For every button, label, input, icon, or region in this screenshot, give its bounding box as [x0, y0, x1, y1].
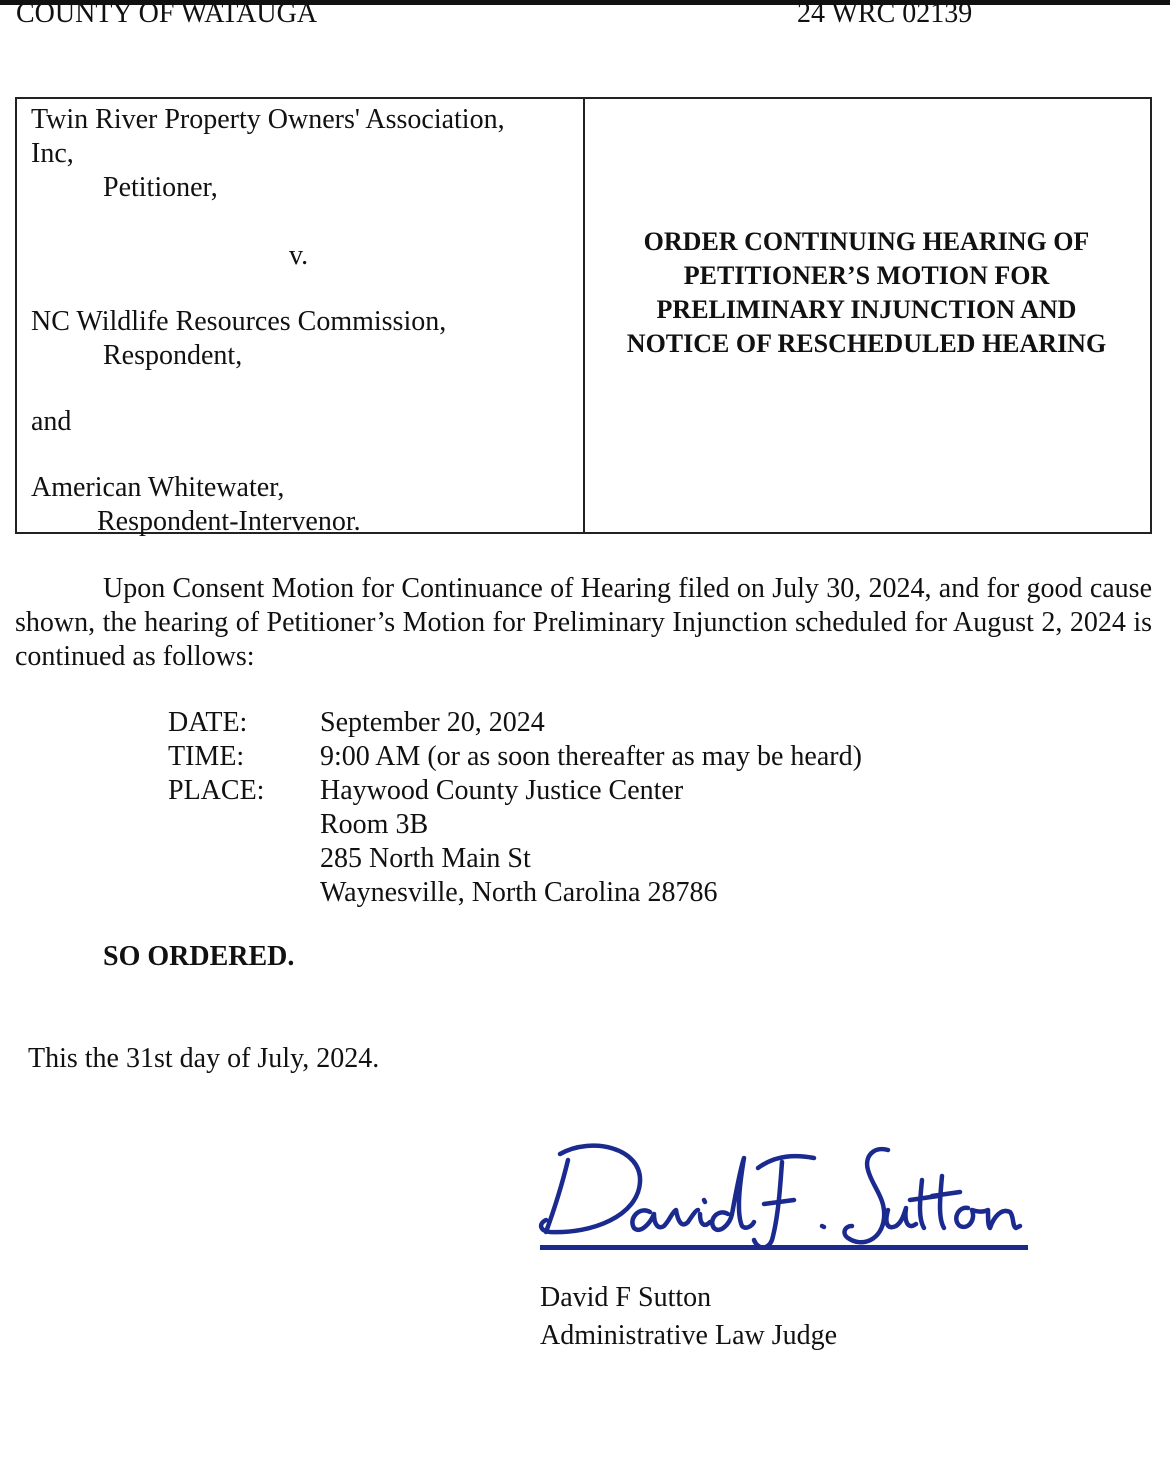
petitioner-role: Petitioner, — [103, 172, 218, 203]
order-title-line: ORDER CONTINUING HEARING OF — [643, 227, 1090, 256]
order-title-line: PETITIONER’S MOTION FOR — [683, 261, 1050, 290]
order-title-line: PRELIMINARY INJUNCTION AND — [656, 295, 1077, 324]
respondent-name: NC Wildlife Resources Commission, — [31, 306, 447, 337]
signature-line — [540, 1245, 1028, 1250]
place-line: Waynesville, North Carolina 28786 — [320, 877, 718, 908]
so-ordered: SO ORDERED. — [103, 941, 295, 972]
time-label: TIME: — [168, 741, 245, 772]
place-label: PLACE: — [168, 775, 265, 806]
petitioner-name-line1: Twin River Property Owners' Association, — [31, 104, 505, 135]
place-line: 285 North Main St — [320, 843, 531, 874]
intervenor-name: American Whitewater, — [31, 472, 285, 503]
respondent-role: Respondent, — [103, 340, 243, 371]
conjunction-and: and — [31, 406, 72, 437]
judge-title: Administrative Law Judge — [540, 1320, 838, 1351]
judge-name: David F Sutton — [540, 1282, 712, 1313]
intervenor-role: Respondent-Intervenor. — [97, 506, 361, 537]
handwritten-signature — [532, 1130, 1032, 1260]
order-title-line: NOTICE OF RESCHEDULED HEARING — [626, 329, 1107, 358]
case-number: 24 WRC 02139 — [797, 0, 973, 29]
versus: v. — [289, 240, 309, 271]
case-caption-box — [15, 97, 1152, 537]
order-body-paragraph — [15, 572, 1152, 674]
order-date-line: This the 31st day of July, 2024. — [28, 1043, 380, 1074]
date-value: September 20, 2024 — [320, 707, 545, 738]
petitioner-name-line2: Inc, — [31, 138, 74, 169]
county-heading: COUNTY OF WATAUGA — [16, 0, 318, 29]
place-line: Room 3B — [320, 809, 429, 840]
time-value: 9:00 AM (or as soon thereafter as may be heard) — [320, 741, 862, 772]
date-label: DATE: — [168, 707, 248, 738]
place-line: Haywood County Justice Center — [320, 775, 684, 806]
order-title — [583, 225, 1150, 361]
order-body-text: Upon Consent Motion for Continuance of Hearing filed on July 30, 2024, and for good cause shown, the hearing of Petitioner’s Motion for Preliminary Injunction scheduled for August 2, 2024 is continued as follows: — [15, 573, 1152, 672]
